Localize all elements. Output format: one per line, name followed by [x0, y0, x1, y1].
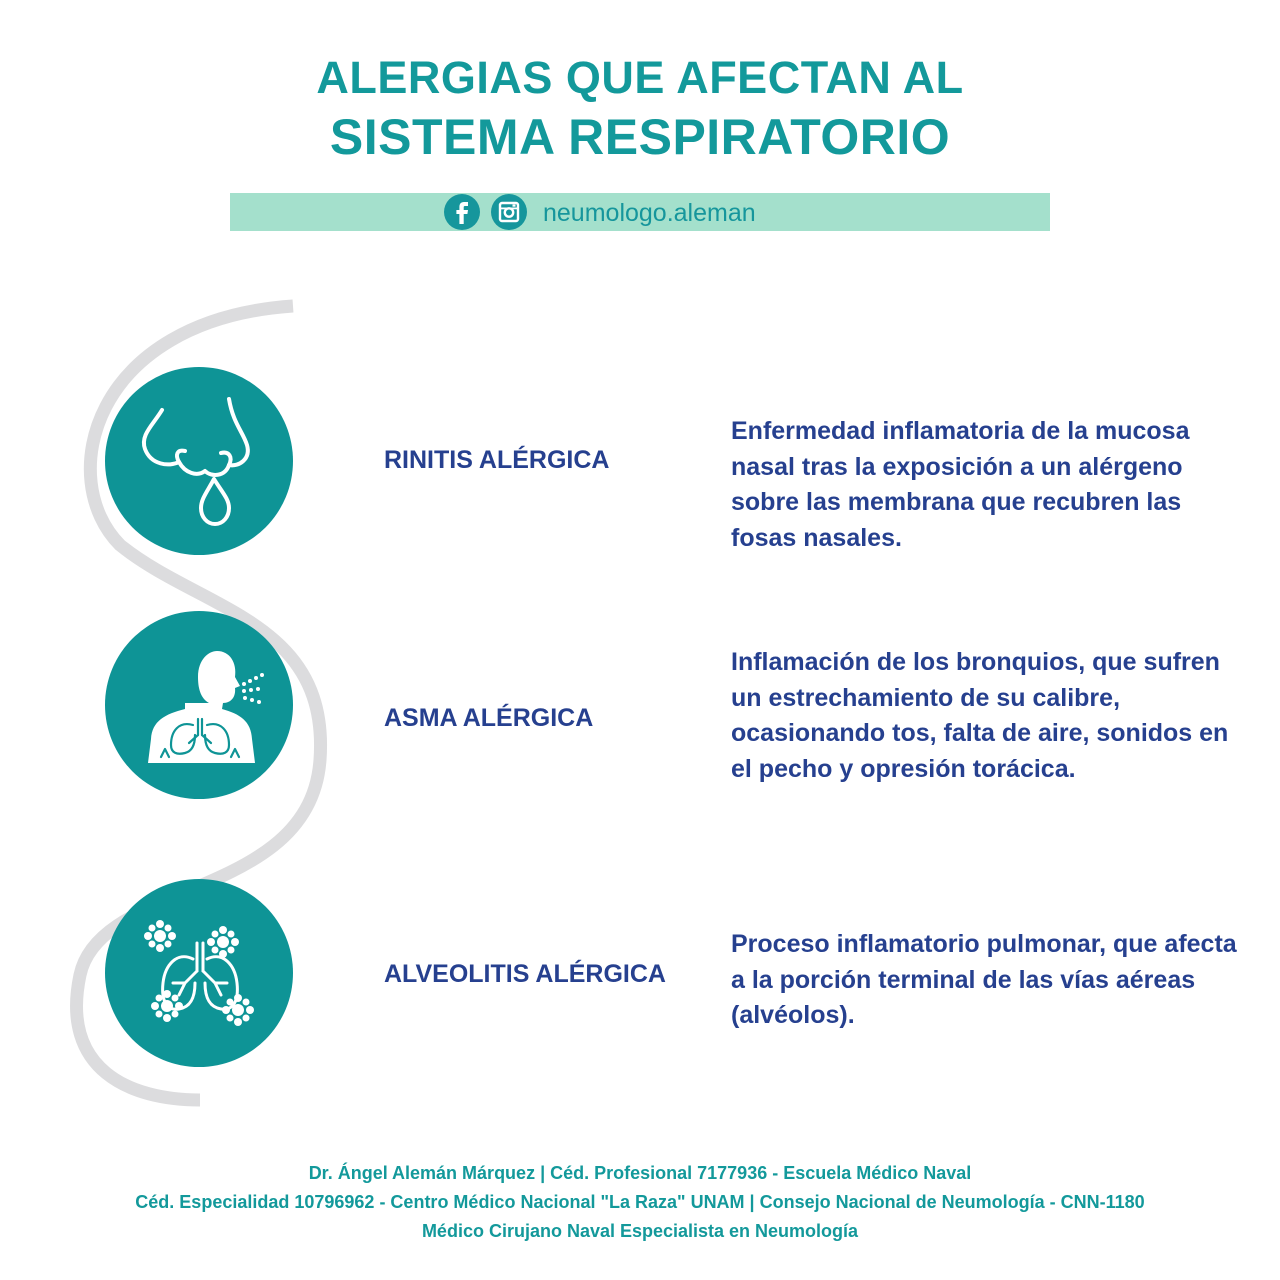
item-label-rinitis: RINITIS ALÉRGICA [384, 446, 610, 474]
nose-drop-icon [105, 367, 293, 555]
item-desc-alveolitis: Proceso inflamatorio pulmonar, que afecta a la porción terminal de las vías aéreas (alvéolos). [731, 930, 1237, 1029]
social-handle[interactable]: neumologo.aleman [543, 199, 756, 227]
footer-line1: Dr. Ángel Alemán Márquez | Céd. Profesional 7177936 - Escuela Médico Naval [308, 1163, 972, 1183]
footer-line2: Céd. Especialidad 10796962 - Centro Médico Nacional "La Raza" UNAM | Consejo Nacional de Neumología - CNN-1180 [135, 1192, 1145, 1212]
rinitis-icon-circle [105, 367, 293, 555]
alveolitis-icon-circle [105, 879, 293, 1067]
item-desc-asma: Inflamación de los bronquios, que sufren un estrechamiento de su calibre, ocasionando tos, falta de aire, sonidos en el pecho y opresión torácica. [731, 648, 1229, 783]
footer-line3: Médico Cirujano Naval Especialista en Neumología [421, 1221, 859, 1241]
item-label-asma: ASMA ALÉRGICA [384, 704, 594, 732]
page-title-line1: ALERGIAS QUE AFECTAN AL [316, 52, 964, 103]
person-lungs-icon [105, 611, 293, 799]
asma-icon-circle [105, 611, 293, 799]
page-title-line2: SISTEMA RESPIRATORIO [329, 109, 951, 165]
item-label-alveolitis: ALVEOLITIS ALÉRGICA [384, 960, 666, 988]
item-desc-rinitis: Enfermedad inflamatoria de la mucosa nasal tras la exposición a un alérgeno sobre las membrana que recubren las fosas nasales. [731, 417, 1190, 552]
lungs-pollen-icon [105, 879, 293, 1067]
